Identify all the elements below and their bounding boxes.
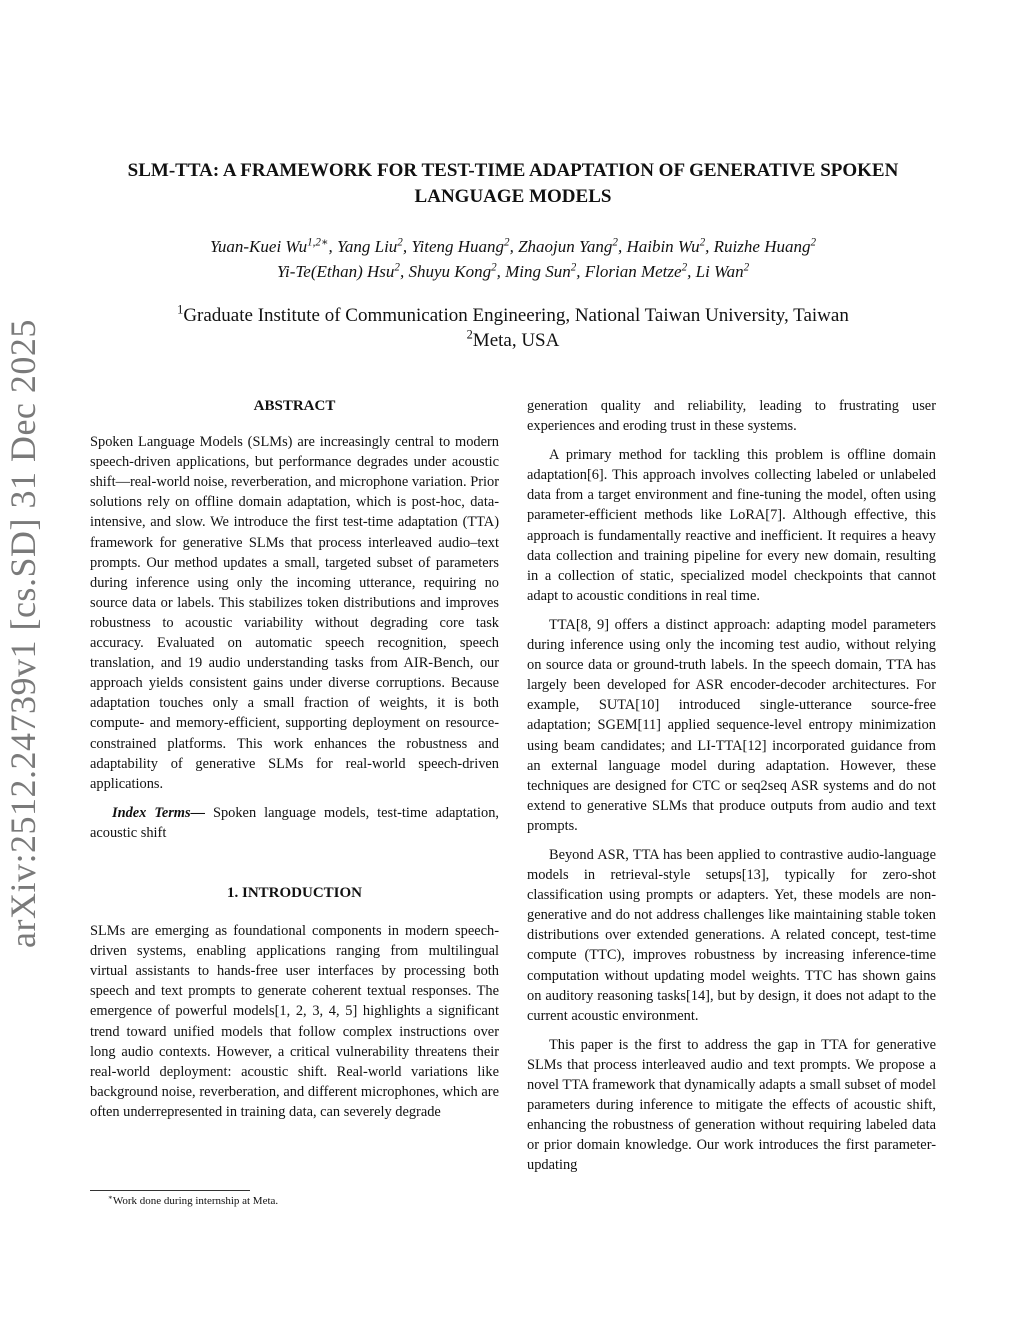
author-list [90,234,936,284]
author-name: Yiteng Huang [411,237,505,256]
arxiv-identifier-sidebar: arXiv:2512.24739v1 [cs.SD] 31 Dec 2025 [3,319,43,948]
abstract-heading: ABSTRACT [253,398,336,414]
intro-paragraph-1-continued: generation quality and reliability, leading to frustrating user experiences and eroding trust in these systems. [527,398,936,435]
abstract-text: Spoken Language Models (SLMs) are increasingly central to modern speech-driven applications, but performance degrades under acoustic shift—real-world noise, reverberation, and microphone variation. Prior solutions rely on offline domain adaptation, which is post-hoc, data-intensive, and slow. We introduce the first test-time adaptation (TTA) framework for generative SLMs that process interleaved audio–text prompts. Our method updates a small, targeted subset of parameters during inference using only the incoming utterance, requiring no source data or labels. This stabilizes token distributions and improves robustness to acoustic variability without degrading core task accuracy. Evaluated on automatic speech recognition, speech translation, and 19 audio understanding tasks from AIR-Bench, our approach yields consistent gains under diverse corruptions. Because adaptation touches only a small fraction of weights, it is both compute- and memory-efficient, supporting deployment on resource-constrained platforms. This work enhances the robustness and adaptability of generative SLMs for real-world speech-driven applications. [90,434,499,792]
affiliation-marker: 1 [177,302,184,317]
affiliation-marker: 2 [466,327,473,342]
author-separator: , [509,237,519,256]
intro-paragraph-3: TTA[8, 9] offers a distinct approach: adapting model parameters during inference using only the incoming test audio, without relying on source data or ground-truth labels. In the speech domain, TTA has largely been developed for ASR encoder-decoder architectures. For example, SUTA[10] introduced single-utterance source-free adaptation; SGEM[11] applied sequence-level entropy minimization using beam candidates; and LI-TTA[12] incorporated guidance from an external language model during adaptation. However, these techniques are designed for CTC or seq2seq ASR systems and do not extend to generative SLMs that produce outputs from audio and text prompts. [527,616,936,834]
author-affiliation-marker: 1,2∗ [307,236,329,249]
intro-paragraph-2: A primary method for tackling this problem is offline domain adaptation[6]. This approach involves collecting labeled or unlabeled data from a target environment and fine-tuning the model, often using parameter-efficient methods like LoRA[7]. Although effective, this approach is fundamentally reactive and inefficient. It requires a heavy data collection and training pipeline for every new domain, resulting in a collection of static, specialized model checkpoints that cannot adapt to acoustic conditions in real time. [527,447,936,604]
author-separator: , [399,262,409,281]
author-separator: , [617,237,627,256]
author-name: Haibin Wu [626,237,700,256]
affiliation-2 [90,328,936,353]
author-name: Yi-Te(Ethan) Hsu [276,262,395,281]
intro-paragraph-1: SLMs are emerging as foundational components in modern speech-driven systems, enabling applications ranging from multilingual virtual assistants to hands-free user interfaces by processing both speech and text prompts to generate coherent textual responses. The emergence of powerful models[1, 2, 3, 4, 5] highlights a significant trend toward unified models that follow complex instructions over long audio contexts. However, a critical vulnerability threatens their real-world deployment: acoustic shift. Real-world variations like background noise, reverberation, and different microphones, which are often underrepresented in training data, can severely degrade [90,923,499,1120]
author-separator: , [705,237,714,256]
author-separator: , [576,262,585,281]
author-name: Zhaojun Yang [518,237,613,256]
right-column [527,396,936,1175]
intro-paragraph-4: Beyond ASR, TTA has been applied to contrastive audio-language models in retrieval-style setups[13], typically for zero-shot classification using prompts or adapters. Yet, these models are non-generative and do not address challenges like maintaining stable token distributions over extended generations. A related concept, test-time compute (TTC), improves robustness by increasing inference-time computation without updating model weights. TTC has shown gains on auditory reasoning tasks[14], but by design, it does not adapt to the current acoustic environment. [527,846,936,1024]
author-name: Florian Metze [584,262,682,281]
author-separator: , [687,262,696,281]
author-affiliation-marker: 2 [504,236,510,249]
footnote [108,1195,278,1207]
author-name: Li Wan [695,262,744,281]
affiliation-text: Graduate Institute of Communication Engineering, National Taiwan University, Taiwan [183,305,849,326]
author-affiliation-marker: 2 [743,261,750,274]
index-terms-label: Index Terms— [112,804,205,821]
author-separator: , [402,237,412,256]
author-affiliation-marker: 2 [394,261,400,274]
author-name: Shuyu Kong [408,262,492,281]
title-line-2: LANGUAGE MODELS [414,186,612,207]
author-affiliation-marker: 2 [681,261,688,274]
author-affiliation-marker: 2 [699,236,706,249]
author-line-1 [90,234,936,259]
author-name: Yuan-Kuei Wu [210,237,308,256]
title-line-1: SLM-TTA: A FRAMEWORK FOR TEST-TIME ADAPTATION OF GENERATIVE SPOKEN [127,160,899,181]
affiliations [90,303,936,353]
author-name: Ruizhe Huang [713,237,811,256]
author-affiliation-marker: 2 [491,261,497,274]
index-terms [90,803,499,843]
author-separator: , [496,262,506,281]
intro-paragraph-5: This paper is the first to address the gap in TTA for generative SLMs that process interleaved audio and text prompts. We propose a novel TTA framework that dynamically adapts a small subset of model parameters during inference to mitigate the effects of acoustic shift, enhancing the robustness of generation without requiring labeled data or prior domain knowledge. Our work introduces the first parameter-updating [527,1036,936,1174]
paper-title [90,158,936,210]
author-affiliation-marker: 2 [810,236,816,249]
left-column [90,396,499,1122]
author-separator: , [328,237,337,256]
footnote-marker: ∗ [108,1193,113,1202]
author-line-2 [90,259,936,284]
introduction-heading: 1. INTRODUCTION [226,884,362,901]
author-affiliation-marker: 2 [570,261,577,274]
affiliation-1 [90,303,936,328]
affiliation-text: Meta, USA [472,330,560,351]
index-terms-text: Spoken language models, test-time adaptation, acoustic shift [90,804,499,841]
author-affiliation-marker: 2 [397,236,403,249]
footnote-text: Work done during internship at Meta. [112,1195,279,1207]
footnote-rule [90,1190,250,1191]
author-affiliation-marker: 2 [612,236,618,249]
author-name: Ming Sun [505,262,571,281]
author-name: Yang Liu [336,237,398,256]
